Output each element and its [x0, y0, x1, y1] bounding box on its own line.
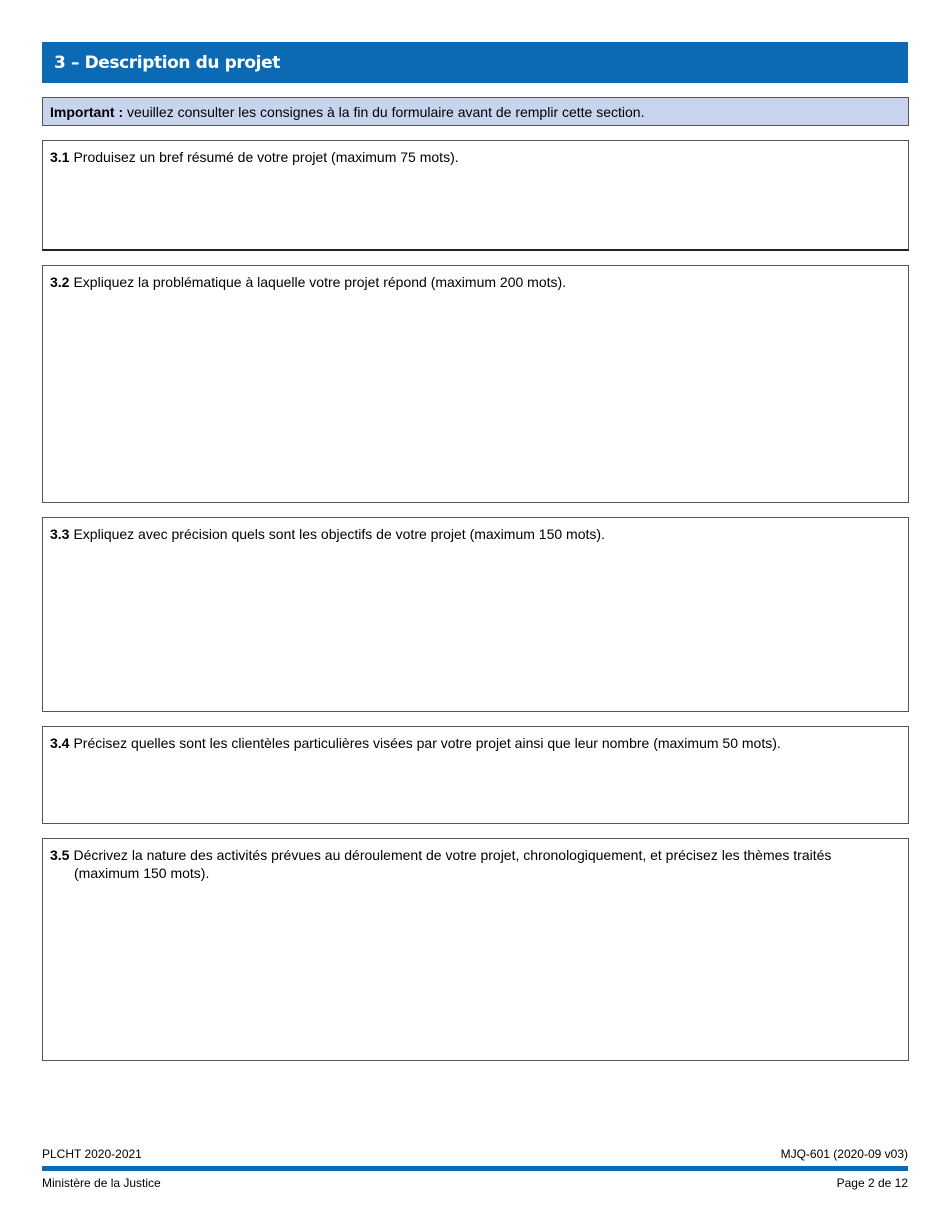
question-number: 3.3	[50, 526, 70, 542]
question-number: 3.5	[50, 847, 70, 863]
footer-page-number: Page 2 de 12	[836, 1176, 908, 1190]
question-number: 3.1	[50, 149, 70, 165]
question-3-3-field[interactable]	[42, 517, 909, 712]
question-label: Précisez quelles sont les clientèles particulières visées par votre projet ainsi que leur nombre (maximum 50 mots).	[73, 735, 781, 751]
footer-form-code: MJQ-601 (2020-09 v03)	[780, 1147, 908, 1161]
question-number: 3.2	[50, 274, 70, 290]
question-3-5-field[interactable]	[42, 838, 909, 1061]
footer-divider	[42, 1166, 908, 1171]
question-label: Expliquez la problématique à laquelle votre projet répond (maximum 200 mots).	[73, 274, 567, 290]
important-notice	[42, 97, 909, 126]
notice-label: Important :	[50, 104, 124, 120]
question-label: Expliquez avec précision quels sont les objectifs de votre projet (maximum 150 mots).	[73, 526, 605, 542]
section-header	[42, 42, 908, 83]
question-number: 3.4	[50, 735, 70, 751]
question-label-continued: (maximum 150 mots).	[74, 865, 210, 881]
section-title: 3 – Description du projet	[54, 52, 280, 73]
question-label: Décrivez la nature des activités prévues au déroulement de votre projet, chronologiquement, et précisez les thèmes traités	[73, 847, 832, 863]
question-3-4-field[interactable]	[42, 726, 909, 824]
question-label: Produisez un bref résumé de votre projet (maximum 75 mots).	[73, 149, 459, 165]
footer-ministry: Ministère de la Justice	[42, 1176, 161, 1190]
question-3-2-field[interactable]	[42, 265, 909, 503]
question-3-1-field[interactable]	[42, 140, 909, 251]
notice-text: veuillez consulter les consignes à la fin du formulaire avant de remplir cette section.	[123, 104, 645, 120]
footer-program: PLCHT 2020-2021	[42, 1147, 142, 1161]
